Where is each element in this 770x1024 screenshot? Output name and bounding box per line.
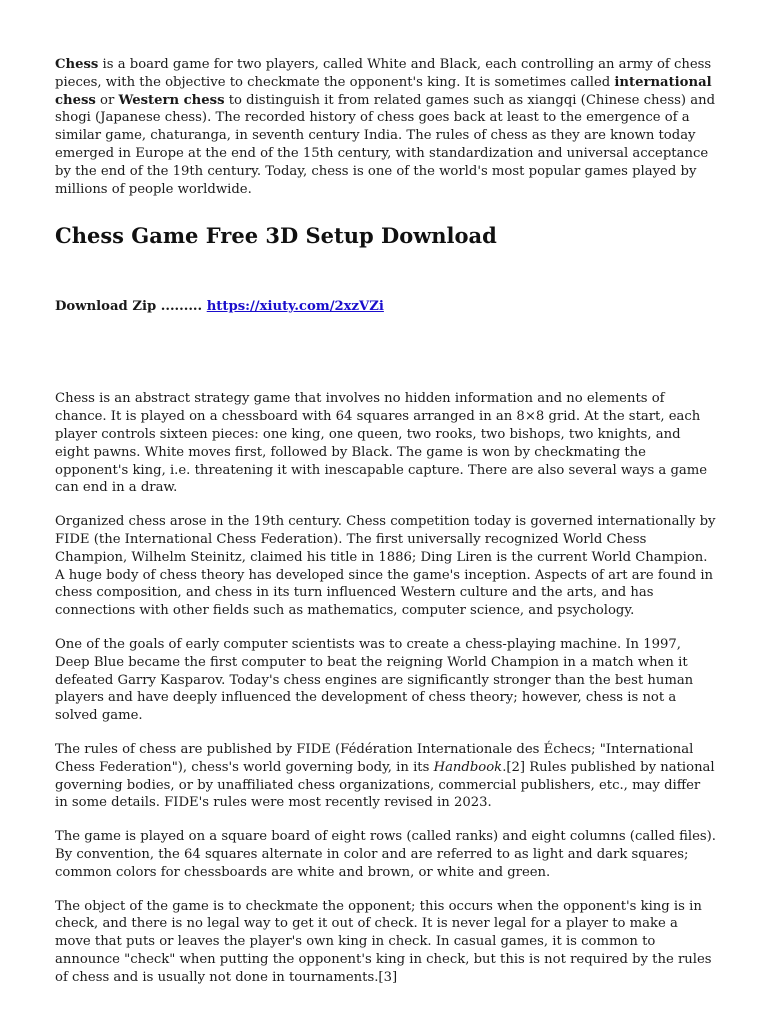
intro-paragraph bbox=[55, 56, 717, 198]
document-content bbox=[55, 56, 717, 1002]
handbook-italic: Handbook bbox=[433, 759, 503, 775]
paragraph-rules-overview: Chess is an abstract strategy game that involves no hidden information and no elements of chance. It is played on a chessboard with 64 squares arranged in an 8×8 grid. At the start, each player controls sixteen pieces: one king, one queen, two rooks, two bishops, two knights, and eight pawns. White moves first, followed by Black. The game is won by checkmating the opponent's king, i.e. threatening it with inescapable capture. There are also several ways a game can end in a draw. bbox=[55, 391, 708, 496]
download-line bbox=[55, 298, 717, 316]
intro-bold-chess: Chess bbox=[55, 57, 99, 72]
body-paragraphs bbox=[55, 390, 717, 986]
page-title: Chess Game Free 3D Setup Download bbox=[55, 223, 497, 249]
paragraph-board: The game is played on a square board of eight rows (called ranks) and eight columns (called files). By convention, the 64 squares alternate in color and are referred to as light and dark squares; common colors for chessboards are white and brown, or white and green. bbox=[55, 829, 716, 880]
fide-rules-text-1: The rules of chess are published by FIDE (Fédération Internationale des Échecs; "International Chess Federation"), chess's world governing body, in its bbox=[55, 741, 694, 775]
intro-bold-western-chess: Western chess bbox=[118, 92, 225, 108]
download-label: Download Zip ......... bbox=[55, 299, 207, 315]
fide-rules-text-2: .[2] Rules published by national governing bodies, or by unaffiliated chess organizations, commercial publishers, etc., may differ in some details. FIDE's rules were most recently revised in 2023. bbox=[55, 759, 715, 811]
intro-bold-international-chess: international chess bbox=[55, 74, 712, 108]
paragraph-fide-rules bbox=[55, 741, 717, 812]
paragraph-checkmate: The object of the game is to checkmate the opponent; this occurs when the opponent's king is in check, and there is no legal way to get it out of check. It is never legal for a player to make a move that puts or leaves the player's own king in check. In casual games, it is common to announce "check" when putting the opponent's king in check, but this is not required by the rules of chess and is usually not done in tournaments.[3] bbox=[55, 898, 712, 985]
paragraph-computer-chess: One of the goals of early computer scientists was to create a chess-playing machine. In 1997, Deep Blue became the first computer to beat the reigning World Champion in a match when it defeated Garry Kasparov. Today's chess engines are significantly stronger than the best human players and have deeply influenced the development of chess theory; however, chess is not a solved game. bbox=[55, 636, 694, 724]
intro-text-3: to distinguish it from related games such as xiangqi (Chinese chess) and shogi (Japanese chess). The recorded history of chess goes back at least to the emergence of a similar game, chaturanga, in seventh century India. The rules of chess as they are known today emerged in Europe at the end of the 15th century, with standardization and universal acceptance by the end of the 19th century. Today, chess is one of the world's most popular games played by millions of people worldwide. bbox=[55, 92, 716, 197]
paragraph-organized-chess: Organized chess arose in the 19th century. Chess competition today is governed internationally by FIDE (the International Chess Federation). The first universally recognized World Chess Champion, Wilhelm Steinitz, claimed his title in 1886; Ding Liren is the current World Champion. A huge body of chess theory has developed since the game's inception. Aspects of art are found in chess composition, and chess in its turn influenced Western culture and the arts, and has connections with other fields such as mathematics, computer science, and psychology. bbox=[55, 514, 716, 619]
intro-text-1: is a board game for two players, called White and Black, each controlling an army of chess pieces, with the objective to checkmate the opponent's king. It is sometimes called bbox=[55, 57, 712, 90]
download-link[interactable]: https://xiuty.com/2xzVZi bbox=[206, 299, 384, 315]
intro-text-2: or bbox=[95, 92, 119, 108]
